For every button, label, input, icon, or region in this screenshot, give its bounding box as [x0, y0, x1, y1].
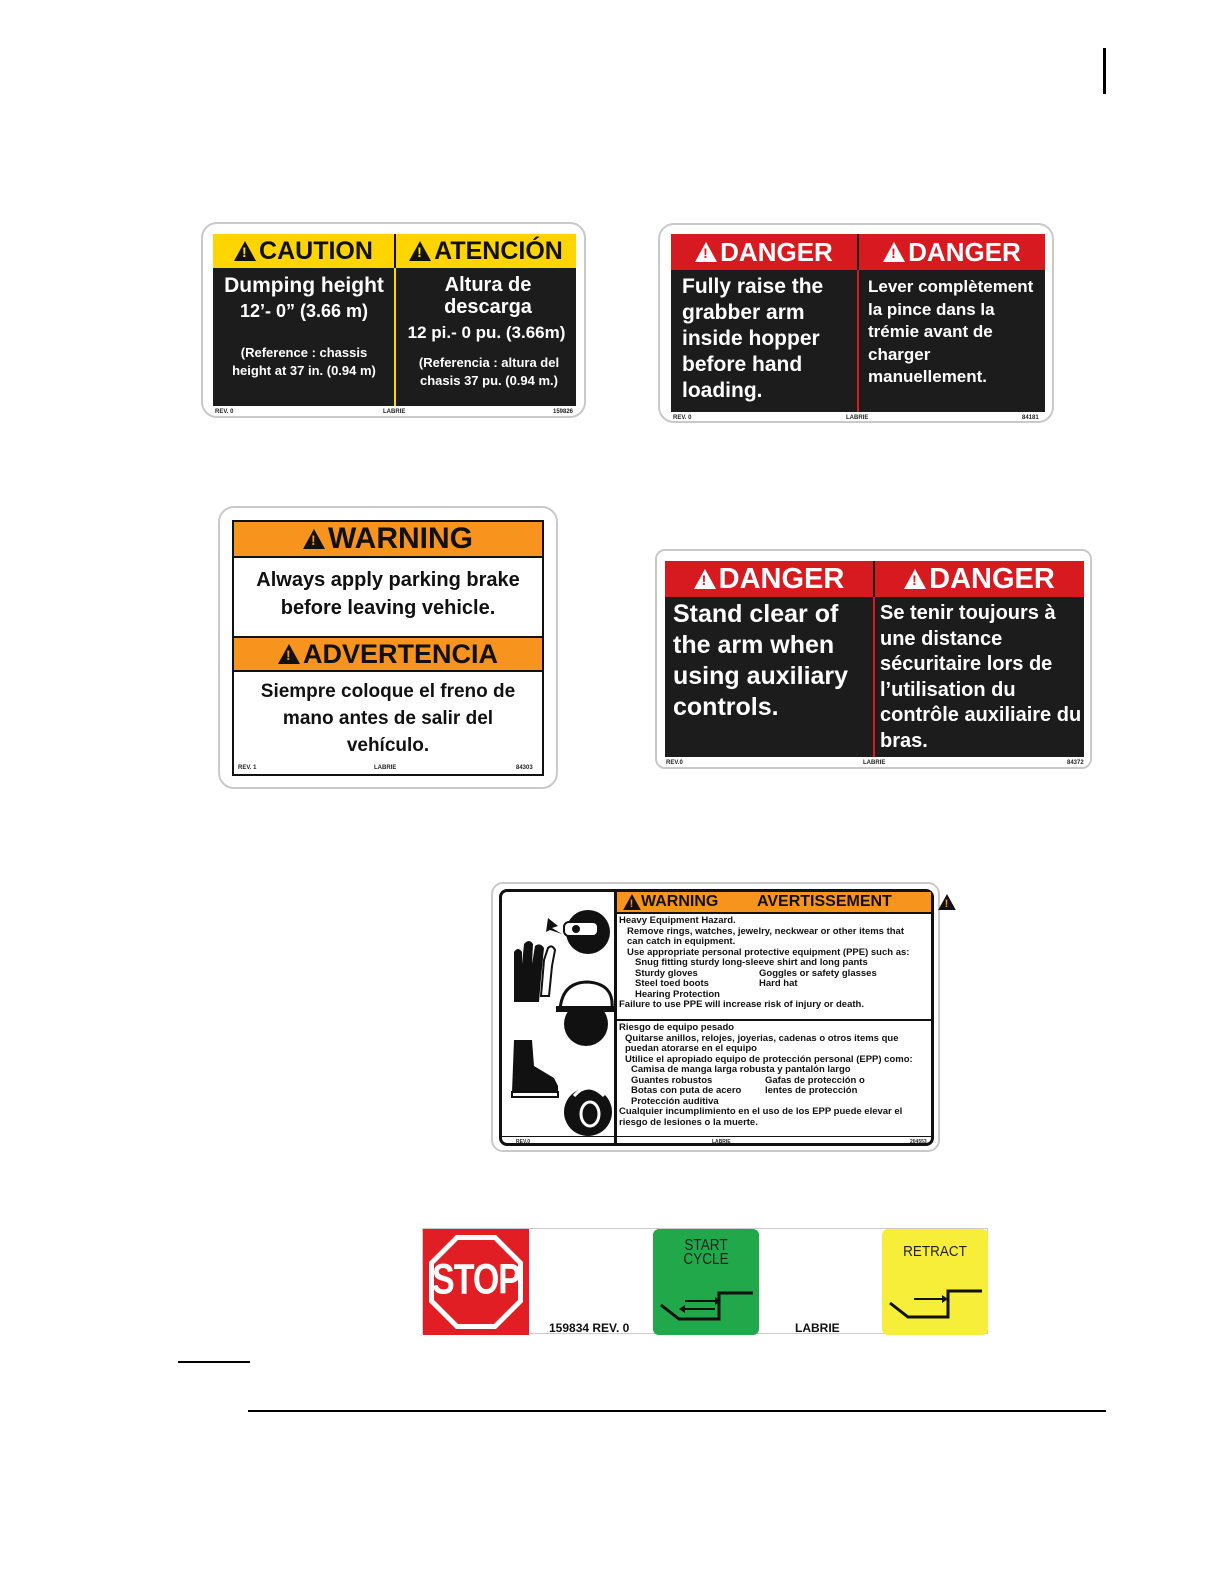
gloves-icon — [514, 941, 555, 1002]
danger-grabber-decal — [658, 223, 1054, 423]
hard-hat-icon — [556, 982, 614, 1046]
page-margin-bar — [1103, 48, 1106, 94]
page-footer-rule — [248, 1410, 1106, 1412]
part-number: 159826 — [553, 409, 574, 415]
retract-button-decal — [882, 1229, 988, 1335]
safety-goggles-icon — [546, 910, 610, 954]
arm-text-en: Stand clear of the arm when using auxiliary controls. — [673, 600, 849, 721]
brake-text-en: Always apply parking brake before leaving vehicle. — [256, 569, 520, 619]
control-button-strip — [422, 1228, 988, 1334]
start-cycle-label: START CYCLE — [683, 1237, 729, 1268]
dumping-height-value: 12’- 0” (3.66 m) — [239, 301, 369, 321]
part-number: 84372 — [1067, 760, 1084, 766]
warning-triangle-icon — [278, 644, 300, 664]
advertencia-header-bar — [234, 638, 542, 672]
grabber-text-fr: Lever complètement la pince dans la trémie avant de charger manuellement. — [868, 277, 1034, 386]
altura-label: Altura de descarga — [444, 274, 532, 318]
steel-toe-boot-icon — [512, 1040, 558, 1097]
arm-text-fr: Se tenir toujours à une distance sécuritaire lors de l’utilisation du contrôle auxiliaire du bras. — [880, 602, 1082, 752]
warning-triangle-icon — [939, 894, 957, 910]
stop-label: STOP — [432, 1256, 520, 1304]
danger-header-fr: DANGER — [929, 562, 1055, 595]
reference-note: (Reference : chassis height at 37 in. (0.94 m) — [232, 345, 376, 378]
grabber-text-en: Fully raise the grabber arm inside hopper before hand loading. — [682, 275, 824, 402]
part-number: 204553 — [910, 1139, 927, 1145]
part-number: 84303 — [516, 765, 533, 771]
danger-header-en: DANGER — [718, 562, 845, 595]
altura-value: 12 pi.- 0 pu. (3.66m) — [407, 323, 566, 342]
warning-triangle-icon — [904, 569, 926, 589]
ppe-header-fr: AVERTISSEMENT — [757, 893, 892, 910]
danger-header-fr: DANGER — [908, 236, 1021, 267]
caution-body — [213, 268, 576, 406]
danger-header-bar — [665, 561, 1084, 597]
ppe-header-bar — [617, 892, 931, 914]
ppe-english-text: Heavy Equipment Hazard. Remove rings, watches, jewelry, neckwear or other items that can catch in equipment. Use appropriate personal protective equipment (PPE) such as: Snug fitting sturdy long-sleeve shirt and long pants Sturdy gloves Goggles or safety glasses Steel toed boots Hard hat Hearing Protection Failure to use PPE will increase risk of injury or death. — [619, 915, 910, 1010]
warning-triangle-icon — [694, 569, 716, 589]
brand-label: LABRIE — [712, 1139, 731, 1145]
rev-label: REV.0 — [516, 1139, 530, 1145]
stop-button-decal — [423, 1229, 529, 1335]
part-rev-label: 159834 REV. 0 — [549, 1321, 630, 1335]
rev-label: REV. 0 — [673, 415, 692, 421]
warning-triangle-icon — [623, 894, 641, 910]
warning-triangle-icon — [883, 242, 905, 262]
brand-label: LABRIE — [374, 765, 397, 771]
referencia-note: (Referencia : altura del chasis 37 pu. (0.94 m.) — [418, 355, 560, 388]
caution-header: CAUTION — [259, 236, 373, 265]
hearing-protection-icon — [564, 1088, 612, 1136]
warning-header-bar — [234, 522, 542, 558]
danger-grabber-body — [671, 270, 1045, 412]
caution-header-bar — [213, 234, 576, 268]
ppe-warning-decal — [491, 882, 940, 1152]
retract-arm-icon — [888, 1285, 984, 1321]
danger-arm-body — [665, 597, 1084, 757]
warning-triangle-icon — [695, 242, 717, 262]
brake-text-es: Siempre coloque el freno de mano antes de salir del vehículo. — [260, 681, 516, 756]
rev-label: REV.0 — [666, 760, 683, 766]
brand-label: LABRIE — [795, 1321, 840, 1335]
brand-label: LABRIE — [383, 409, 406, 415]
part-number: 84181 — [1022, 415, 1039, 421]
ppe-spanish-text: Riesgo de equipo pesado Quitarse anillos, relojes, joyerias, cadenas o otros items que puedan atorarse en el equipo Utilice el apropiado equipo de protección personal (EPP) como: Camisa de manga larga robusta y pantalón largo Guantes robustos Gafas de protección o Botas con puta de acero lentes de protección Protección auditiva Cualquier incumplimiento en el uso de los EPP puede elevar el riesgo de lesiones o la muerte. — [619, 1022, 913, 1128]
dumping-height-label: Dumping height — [224, 274, 384, 297]
ppe-icon-column — [504, 900, 614, 1138]
rev-label: REV. 0 — [215, 409, 234, 415]
danger-auxiliary-arm-decal — [655, 549, 1092, 769]
atencion-header: ATENCIÓN — [434, 236, 563, 265]
brand-label: LABRIE — [863, 760, 886, 766]
warning-parking-brake-decal — [218, 506, 558, 789]
warning-triangle-icon — [234, 241, 256, 261]
brand-label: LABRIE — [846, 415, 869, 421]
rev-label: REV. 1 — [238, 765, 257, 771]
warning-header-es: ADVERTENCIA — [302, 638, 498, 669]
caution-dumping-height-decal — [201, 222, 586, 418]
start-cycle-arm-icon — [659, 1287, 755, 1323]
footnote-rule — [178, 1361, 250, 1363]
danger-header-bar — [671, 234, 1045, 270]
warning-triangle-icon — [409, 241, 431, 261]
start-cycle-button-decal — [653, 1229, 759, 1335]
danger-header-en: DANGER — [720, 236, 833, 267]
retract-label: RETRACT — [903, 1243, 967, 1260]
ppe-header-en: WARNING — [641, 893, 719, 910]
warning-triangle-icon — [303, 529, 325, 549]
warning-header-en: WARNING — [328, 522, 473, 555]
